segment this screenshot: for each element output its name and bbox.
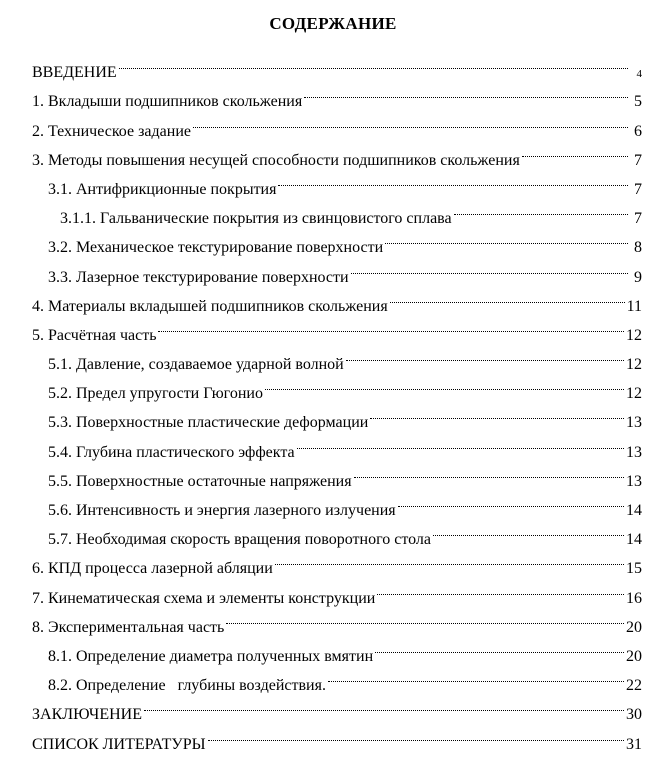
toc-dot-leader bbox=[433, 515, 624, 544]
toc-entry-page-number: 9 bbox=[634, 268, 642, 286]
toc-dot-leader bbox=[351, 252, 628, 281]
toc-entry-label: 3.1. Антифрикционные покрытия bbox=[48, 180, 277, 198]
toc-entry-label: 8.1. Определение диаметра полученных вмятин bbox=[48, 647, 374, 665]
toc-entry-page-number: 6 bbox=[634, 122, 642, 140]
toc-dot-leader bbox=[265, 369, 624, 398]
toc-dot-leader bbox=[398, 486, 624, 515]
toc-entry-label: 1. Вкладыши подшипников скольжения bbox=[32, 93, 303, 111]
toc-dot-leader bbox=[297, 427, 624, 456]
toc-dot-leader bbox=[454, 194, 628, 223]
toc-entry-page-number: 8 bbox=[634, 239, 642, 257]
toc-entry-label: 5.3. Поверхностные пластические деформации bbox=[48, 414, 369, 432]
toc-entry-page-number: 14 bbox=[626, 502, 642, 519]
toc-dot-leader bbox=[375, 632, 624, 661]
toc-entry-page-number: 5 bbox=[634, 93, 642, 111]
toc-entry-page-number: 12 bbox=[626, 385, 642, 403]
toc-entry-label: 5.1. Давление, создаваемое ударной волной bbox=[48, 356, 344, 374]
toc-dot-leader bbox=[354, 457, 624, 486]
toc-entry-label: 5.7. Необходимая скорость вращения поворотного стола bbox=[48, 531, 431, 549]
toc-entry-label: СПИСОК ЛИТЕРАТУРЫ bbox=[32, 735, 206, 753]
toc-dot-leader bbox=[346, 340, 624, 369]
toc-entry-label: 7. Кинематическая схема и элементы конструкции bbox=[32, 589, 376, 607]
toc-entry-page-number: 20 bbox=[626, 647, 642, 665]
toc-entry[interactable] bbox=[32, 48, 642, 82]
toc-dot-leader bbox=[158, 311, 624, 340]
toc-entry-label: ЗАКЛЮЧЕНИЕ bbox=[32, 706, 142, 724]
toc-dot-leader bbox=[208, 719, 624, 748]
toc-dot-leader bbox=[144, 690, 624, 719]
toc-entry-label: 8. Экспериментальная часть bbox=[32, 618, 225, 636]
toc-entry-page-number: 4 bbox=[636, 68, 642, 81]
toc-entry-page-number: 31 bbox=[626, 735, 642, 753]
toc-entry-page-number: 12 bbox=[626, 326, 642, 344]
toc-entry-page-number: 7 bbox=[634, 210, 642, 228]
toc-entry-page-number: 11 bbox=[626, 297, 642, 315]
toc-dot-leader bbox=[370, 398, 624, 427]
toc-entry-label: ВВЕДЕНИЕ bbox=[32, 64, 117, 82]
toc-entry[interactable] bbox=[32, 77, 642, 111]
toc-dot-leader bbox=[377, 573, 624, 602]
toc-dot-leader bbox=[522, 136, 628, 165]
toc-entry-label: 5.5. Поверхностные остаточные напряжения bbox=[48, 472, 352, 490]
toc-dot-leader bbox=[275, 544, 624, 573]
toc-entry-label: 3.1.1. Гальванические покрытия из свинцовистого сплава bbox=[60, 210, 452, 228]
toc-entry-label: 5. Расчётная часть bbox=[32, 326, 157, 344]
toc-entry-page-number: 15 bbox=[626, 560, 642, 578]
toc-dot-leader bbox=[278, 165, 628, 194]
toc-entry-label: 5.4. Глубина пластического эффекта bbox=[48, 443, 295, 461]
toc-dot-leader bbox=[328, 661, 624, 690]
toc-entry-label: 3.3. Лазерное текстурирование поверхности bbox=[48, 268, 349, 286]
table-of-contents bbox=[32, 48, 642, 753]
toc-entry-page-number: 7 bbox=[634, 180, 642, 198]
toc-title: СОДЕРЖАНИЕ bbox=[269, 14, 397, 33]
toc-dot-leader bbox=[385, 223, 628, 252]
toc-entry-label: 8.2. Определение глубины воздействия. bbox=[48, 677, 326, 695]
toc-entry-page-number: 16 bbox=[626, 589, 642, 607]
toc-dot-leader bbox=[119, 48, 628, 77]
toc-entry-label: 6. КПД процесса лазерной абляции bbox=[32, 560, 273, 578]
toc-entry-label: 2. Техническое задание bbox=[32, 122, 191, 140]
toc-entry-page-number: 22 bbox=[626, 677, 642, 695]
toc-entry-page-number: 13 bbox=[626, 443, 642, 461]
toc-dot-leader bbox=[390, 282, 625, 311]
toc-entry-label: 5.2. Предел упругости Гюгонио bbox=[48, 385, 263, 403]
toc-entry-page-number: 7 bbox=[634, 151, 642, 169]
toc-dot-leader bbox=[304, 77, 628, 106]
toc-entry-label: 3. Методы повышения несущей способности подшипников скольжения bbox=[32, 151, 520, 169]
toc-entry-page-number: 13 bbox=[626, 414, 642, 432]
toc-dot-leader bbox=[193, 106, 628, 135]
toc-entry-page-number: 13 bbox=[626, 472, 642, 490]
toc-entry-label: 4. Материалы вкладышей подшипников скольжения bbox=[32, 297, 388, 315]
toc-dot-leader bbox=[226, 603, 624, 632]
toc-entry-label: 5.6. Интенсивность и энергия лазерного излучения bbox=[48, 502, 396, 519]
toc-entry-page-number: 20 bbox=[626, 618, 642, 636]
toc-entry-page-number: 30 bbox=[626, 706, 642, 724]
toc-entry-page-number: 14 bbox=[626, 531, 642, 549]
toc-entry-label: 3.2. Механическое текстурирование поверхности bbox=[48, 239, 384, 257]
toc-entry-page-number: 12 bbox=[626, 356, 642, 374]
